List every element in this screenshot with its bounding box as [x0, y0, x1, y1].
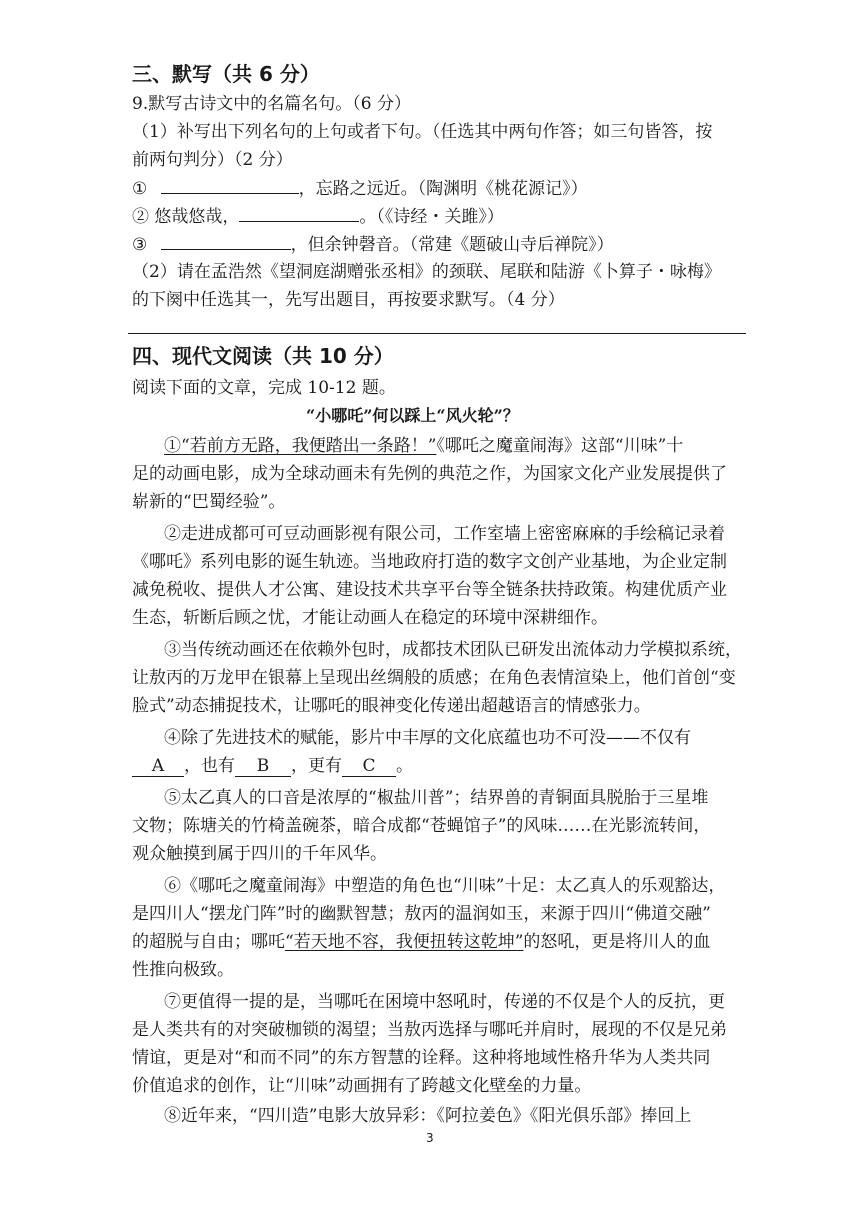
item-text: ，忘路之远近。（陶渊明《桃花源记》） — [298, 179, 588, 199]
paragraph-1-line-3: 崭新的“巴蜀经验”。 — [132, 492, 286, 512]
article-title: “小哪吒”何以踩上“风火轮”？ — [306, 406, 519, 425]
blank-c — [342, 754, 396, 777]
fill-item-3 — [132, 232, 614, 257]
paragraph-4-line-1: ④除了先进技术的赋能，影片中丰厚的文化底蕴也功不可没——不仅有 — [164, 728, 691, 748]
question-9-1-line2: 前两句判分）（2 分） — [132, 150, 293, 170]
paragraph-text: 的怒吼，更是将川人的血 — [523, 932, 711, 952]
item-text: ，但余钟磬音。（常建《题破山寺后禅院》） — [290, 235, 614, 255]
paragraph-7-line-3: 情谊，更是对“和而不同”的东方智慧的诠释。这种将地域性格升华为人类共同 — [132, 1048, 711, 1068]
paragraph-2-line-3: 减免税收、提供人才公寓、建设技术共享平台等全链条扶持政策。构建优质产业 — [132, 580, 727, 600]
question-9-1-line1: （1）补写出下列名句的上句或者下句。（任选其中两句作答；如三句皆答，按 — [132, 122, 713, 142]
paragraph-6-line-1: ⑥《哪吒之魔童闹海》中塑造的角色也“川味”十足：太乙真人的乐观豁达， — [164, 876, 726, 896]
reading-instructions: 阅读下面的文章，完成 10-12 题。 — [132, 378, 396, 398]
paragraph-text: ，也有 — [184, 756, 235, 776]
item-number: ③ — [132, 235, 148, 255]
paragraph-3-line-3: 脸式”动态捕捉技术，让哪吒的眼神变化传递出超越语言的情感张力。 — [132, 696, 651, 716]
paragraph-7-line-4: 价值追求的创作，让“川味”动画拥有了跨越文化壁垒的力量。 — [132, 1076, 592, 1096]
answer-blank — [161, 176, 299, 194]
section3-heading: 三、默写（共 6 分） — [132, 62, 320, 86]
paragraph-text: 的超脱与自由；哪吒 — [132, 932, 285, 952]
paragraph-2-line-1: ②走进成都可可豆动画影视有限公司，工作室墙上密密麻麻的手绘稿记录着 — [164, 524, 725, 544]
blank-a-label: A — [151, 756, 165, 776]
paragraph-text: 。 — [396, 756, 413, 776]
section4-heading: 四、现代文阅读（共 10 分） — [132, 344, 394, 368]
paragraph-5-line-1: ⑤太乙真人的口音是浓厚的“椒盐川普”；结界兽的青铜面具脱胎于三星堆 — [164, 788, 709, 808]
paragraph-8-line-1: ⑧近年来，“四川造”电影大放异彩：《阿拉姜色》《阳光俱乐部》捧回上 — [164, 1106, 692, 1126]
paragraph-1-line-1 — [164, 434, 683, 458]
paragraph-1-line-2: 足的动画电影，成为全球动画未有先例的典范之作，为国家文化产业发展提供了 — [132, 464, 727, 484]
paragraph-7-line-1: ⑦更值得一提的是，当哪吒在困境中怒吼时，传递的不仅是个人的反抗，更 — [164, 992, 725, 1012]
section-divider — [128, 333, 746, 334]
paragraph-2-line-2: 《哪吒》系列电影的诞生轨迹。当地政府打造的数字文创产业基地，为企业定制 — [132, 552, 727, 572]
page-number: 3 — [426, 1131, 434, 1145]
fill-item-2 — [132, 204, 504, 229]
paragraph-3-line-1: ③当传统动画还在依赖外包时，成都技术团队已研发出流体动力学模拟系统， — [164, 640, 742, 660]
paragraph-text: ，更有 — [291, 756, 342, 776]
paragraph-4-line-2 — [132, 754, 413, 778]
paragraph-6-line-3 — [132, 930, 710, 954]
paragraph-text: 《哪吒之魔童闹海》这部“川味”十 — [436, 436, 684, 456]
paragraph-5-line-2: 文物；陈塘关的竹椅盖碗茶，暗合成都“苍蝇馆子”的风味……在光影流转间， — [132, 816, 711, 836]
question-9-2-line1: （2）请在孟浩然《望洞庭湖赠张丞相》的颈联、尾联和陆游《卜算子・咏梅》 — [132, 262, 721, 282]
blank-a — [132, 754, 184, 777]
item-text: 。（《诗经・关雎》） — [359, 207, 504, 227]
answer-blank — [161, 232, 291, 250]
paragraph-5-line-3: 观众触摸到属于四川的千年风华。 — [132, 844, 387, 864]
question-9: 9.默写古诗文中的名篇名句。（6 分） — [132, 94, 411, 114]
item-number: ① — [132, 179, 148, 199]
paragraph-6-line-2: 是四川人“摆龙门阵”时的幽默智慧；敖丙的温润如玉，来源于四川“佛道交融” — [132, 904, 711, 924]
paragraph-7-line-2: 是人类共有的对突破枷锁的渴望；当敖丙选择与哪吒并肩时，展现的不仅是兄弟 — [132, 1020, 727, 1040]
fill-item-1 — [132, 176, 588, 201]
underlined-quote: “若天地不容，我便扭转这乾坤” — [285, 932, 524, 952]
paragraph-2-line-4: 生态，斩断后顾之忧，才能让动画人在稳定的环境中深耕细作。 — [132, 608, 608, 628]
item-text: ② 悠哉悠哉， — [132, 207, 240, 227]
blank-b-label: B — [256, 756, 270, 776]
question-9-2-line2: 的下阕中任选其一，先写出题目，再按要求默写。（4 分） — [132, 290, 565, 310]
underlined-quote: ①“若前方无路，我便踏出一条路！” — [164, 436, 437, 456]
blank-b — [235, 754, 291, 777]
blank-c-label: C — [362, 756, 376, 776]
answer-blank — [239, 204, 359, 222]
paragraph-3-line-2: 让敖丙的万龙甲在银幕上呈现出丝绸般的质感；在角色表情渲染上，他们首创“变 — [132, 668, 736, 688]
paragraph-6-line-4: 性推向极致。 — [132, 960, 234, 980]
